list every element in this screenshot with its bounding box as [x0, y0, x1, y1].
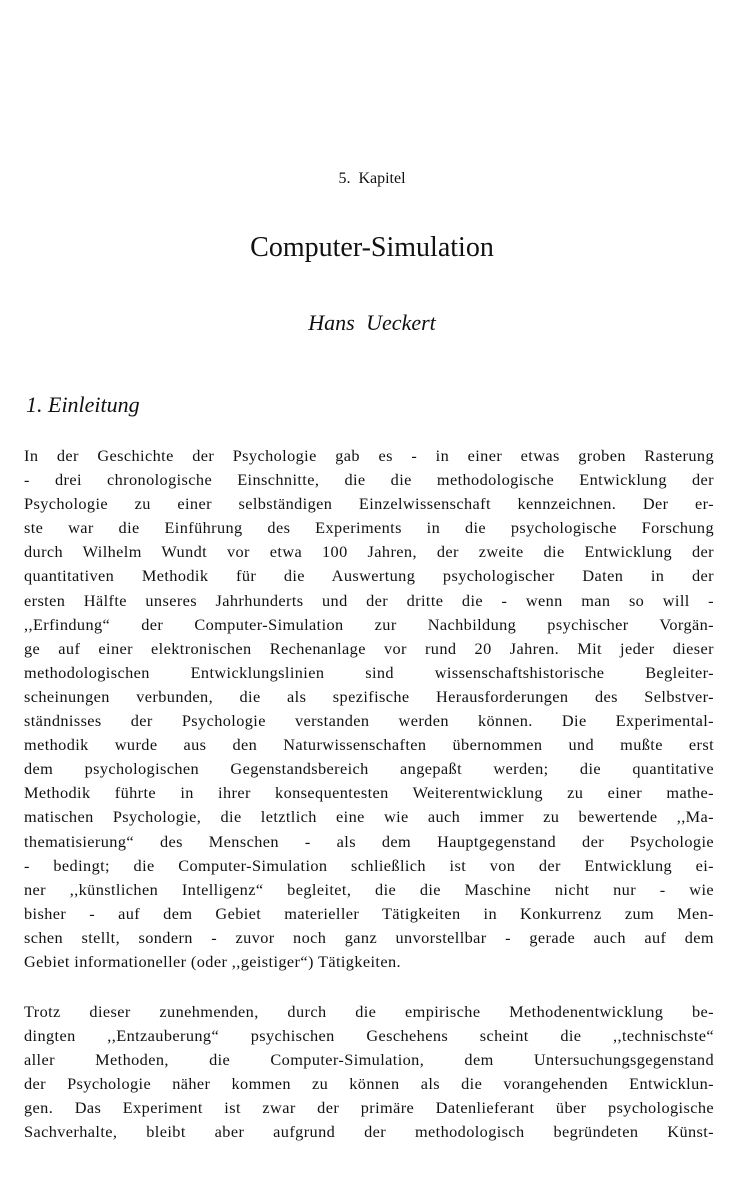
text-line: - bedingt; die Computer-Simulation schließlich ist von der Entwicklung ei- [24, 855, 714, 875]
text-line: scheinungen verbunden, die als spezifische Herausforderungen des Selbstver- [24, 686, 714, 706]
author-name: Hans Ueckert [308, 310, 436, 335]
text-line: quantitativen Methodik für die Auswertung psychologischer Daten in der [24, 566, 714, 586]
text-line: matischen Psychologie, die letztlich eine wie auch immer zu bewertende ,,Ma- [24, 807, 714, 827]
text-line: der Psychologie näher kommen zu können als die vorangehenden Entwicklun- [24, 1074, 714, 1094]
text-line: methodik wurde aus den Naturwissenschaften übernommen und mußte erst [24, 735, 714, 755]
text-line: Methodik führte in ihrer konsequentesten Weiterentwicklung zu einer mathe- [24, 783, 714, 803]
text-line: ,,Erfindung“ der Computer-Simulation zur Nachbildung psychischer Vorgän- [24, 614, 714, 634]
paragraph-2 [24, 1000, 714, 1145]
chapter-number: 5. Kapitel [338, 170, 406, 187]
text-line: thematisierung“ des Menschen - als dem Hauptgegenstand der Psychologie [24, 831, 714, 851]
text-line: aller Methoden, die Computer-Simulation, dem Untersuchungsgegenstand [24, 1050, 714, 1070]
text-line: In der Geschichte der Psychologie gab es - in einer etwas groben Rasterung [24, 446, 714, 465]
text-line: - drei chronologische Einschnitte, die die methodologische Entwicklung der [24, 470, 714, 490]
text-line: durch Wilhelm Wundt vor etwa 100 Jahren, der zweite die Entwicklung der [24, 542, 714, 562]
text-line: Psychologie zu einer selbständigen Einzelwissenschaft kennzeichnen. Der er- [24, 494, 714, 514]
text-line: Trotz dieser zunehmenden, durch die empirische Methodenentwicklung be- [24, 1002, 714, 1021]
text-line: Sachverhalte, bleibt aber aufgrund der methodologisch begründeten Künst- [24, 1122, 714, 1142]
text-line: dem psychologischen Gegenstandsbereich angepaßt werden; die quantitative [24, 759, 714, 779]
chapter-title: Computer-Simulation [250, 232, 494, 263]
section-heading: 1. Einleitung [26, 392, 140, 417]
text-line: ständnisses der Psychologie verstanden werden können. Die Experimental- [24, 711, 714, 731]
text-line: dingten ,,Entzauberung“ psychischen Geschehens scheint die ,,technischste“ [24, 1026, 714, 1046]
text-line: Gebiet informationeller (oder ,,geistiger“) Tätigkeiten. [24, 951, 401, 971]
text-line: ste war die Einführung des Experiments in die psychologische Forschung [24, 518, 714, 538]
text-line: ersten Hälfte unseres Jahrhunderts und der dritte die - wenn man so will - [24, 590, 714, 610]
text-line: methodologischen Entwicklungslinien sind wissenschaftshistorische Begleiter- [24, 662, 714, 682]
text-line: ge auf einer elektronischen Rechenanlage vor rund 20 Jahren. Mit jeder dieser [24, 638, 714, 658]
text-line: ner ,,künstlichen Intelligenz“ begleitet, die die Maschine nicht nur - wie [24, 879, 714, 899]
paragraph-1 [24, 444, 714, 974]
text-line: bisher - auf dem Gebiet materieller Tätigkeiten in Konkurrenz zum Men- [24, 903, 714, 923]
text-line: gen. Das Experiment ist zwar der primäre Datenlieferant über psychologische [24, 1098, 714, 1118]
text-line: schen stellt, sondern - zuvor noch ganz unvorstellbar - gerade auch auf dem [24, 927, 714, 947]
